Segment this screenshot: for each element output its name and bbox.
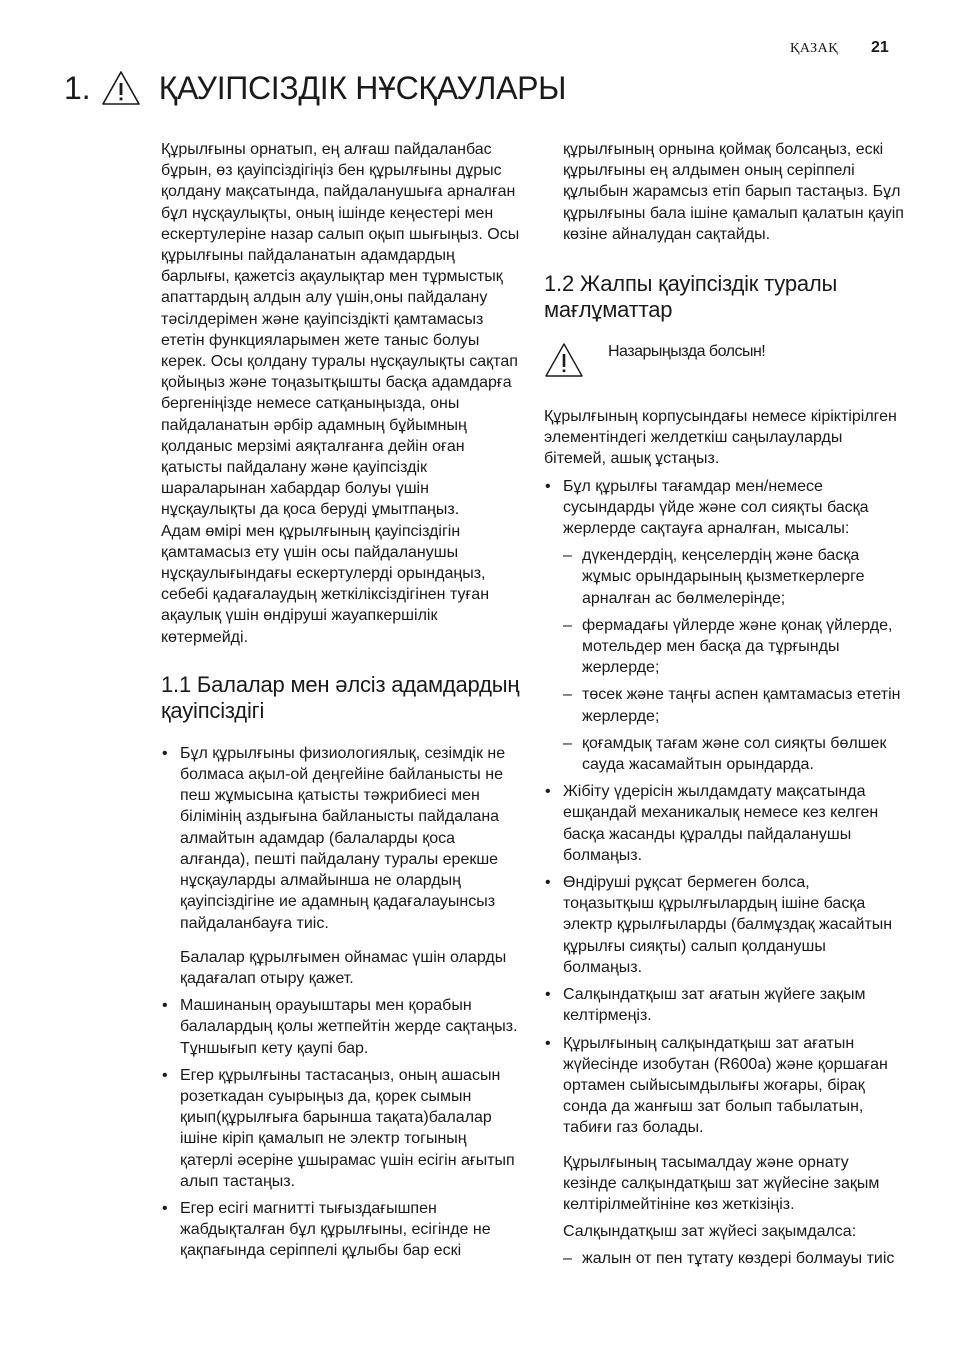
list-item — [161, 1065, 521, 1192]
title-number: 1. — [64, 70, 91, 106]
list-item — [544, 872, 904, 978]
warning-triangle-icon — [101, 70, 141, 106]
list-item-text: Өндіруші рұқсат бермеген болса, тоңазытқыш құрылғылардың ішіне басқа электр құрылғыларды (балмұздақ жасайтын құрылғы сияқты) салып қолданушы болмаңыз. — [563, 874, 893, 976]
list-item — [544, 476, 904, 776]
left-column — [161, 139, 521, 1268]
list-item-text: Жібіту үдерісін жылдамдату мақсатында ешқандай механикалық немесе кез келген басқа жасанды құралды пайдаланушы болмаңыз. — [563, 783, 879, 864]
dash-item: – қоғамдық тағам және сол сияқты бөлшек сауда жасамайтын орындарда. — [544, 733, 904, 775]
section-number: 1.2 — [544, 271, 574, 297]
dash-list — [544, 1248, 904, 1269]
list-item-text: Бұл құрылғыны физиологиялық, сезімдік не болмаса ақыл-ой деңгейіне байланысты не пеш жұмысына қатысты тәжрибиесі мен білімінің аздығына байланысты пайдалана алмайтын адамдар (балаларды қоса алғанда), пешті пайдалану туралы ерекше нұсқауларды алмайынша не олардың қауіпсіздігіне ие адамның қадағалауынсыз пайдаланбауға тиіс. — [180, 744, 506, 932]
intro-paragraph-2: Адам өмірі мен құрылғының қауіпсіздігін қамтамасыз ету үшін осы пайдаланушы нұсқаулығындағы ескертулерді орындаңыз, себебі қадағалаудың жеткіліксіздігінен туған ақаулық үшін өндіруші жауапкершілік көтермейді. — [161, 522, 490, 646]
dash-list — [544, 545, 904, 775]
list-item — [544, 781, 904, 866]
list-item — [161, 743, 521, 989]
intro-paragraph-1: Құрылғыны орнатып, ең алғаш пайдаланбас бұрын, өз қауіпсіздігіңіз бен құрылғыны дұрыс қолдану мақсатында, пайдаланушыға арналған бұл нұсқаулықты, оның ішінде кеңестері мен ескертулеріне назар салып оқып шығыңыз. Осы құрылғыны пайдаланатын адамдардың барлығы, қажетсіз ақаулықтар мен тұрмыстық апаттардың алдын алу үшін,оны пайдалану тәсілдерімен және қауіпсіздікті қамтамасыз ететін функцияларымен жете таныс болуы керек. Осы қолдану туралы нұсқаулықты сақтап қойыңыз және тоңазытқышты басқа адамдарға бергеніңізде немесе сатқаныңызда, оны пайдаланатын әрбір адамның бұйымның қолданыс мерзімі аяқталғанға дейін оған қатысты пайдалану және қауіпсіздік шараларынан хабардар болуы үшін нұсқаулықты да қоса беруді ұмытпаңыз. — [161, 141, 520, 519]
section-heading-1-2 — [544, 271, 904, 323]
right-column — [544, 139, 904, 1276]
list-item-note: Балалар құрылғымен ойнамас үшін оларды қадағалап отыру қажет. — [180, 948, 507, 987]
warning-triangle-icon — [544, 342, 584, 378]
section-number: 1.1 — [161, 671, 191, 697]
warning-label: Назарыңызда болсын! — [608, 343, 766, 361]
list-item-note: Салқындатқыш зат жүйесі зақымдалса: — [563, 1223, 857, 1241]
dash-item: – дүкендердің, кеңселердің және басқа жұмыс орындарының қызметкерлерге арналған ас бөлмелерінде; — [544, 545, 904, 609]
title-text: ҚАУІПСІЗДІК НҰСҚАУЛАРЫ — [158, 70, 567, 106]
continued-paragraph: құрылғының орнына қоймақ болсаңыз, ескі құрылғыны ең алдымен оның серіппелі құлыбын жарамсыз етіп барып тастаңыз. Бұл құрылғыны бала ішіне қамалып қалатын қауіп көзіне айналудан сақтайды. — [563, 141, 904, 243]
list-item-text: Машинаның орауыштары мен қорабын балалардың қолы жетпейтін жерде сақтаңыз. Тұншығып кету қаупі бар. — [180, 997, 518, 1057]
page-number: 21 — [871, 39, 889, 56]
list-item-text: Салқындатқыш зат ағатын жүйеге зақым келтірмеңіз. — [563, 986, 866, 1025]
page-title — [64, 68, 566, 108]
bullet-list — [161, 743, 521, 1262]
warning-note — [544, 342, 904, 378]
list-item — [161, 995, 521, 1059]
dash-item: – фермадағы үйлерде және қонақ үйлерде, мотельдер мен басқа да тұрғынды жерлерде; — [544, 615, 904, 679]
list-item-text: Бұл құрылғы тағамдар мен/немесе сусындарды үйде және сол сияқты басқа жерлерде сақтауға арналған, мысалы: — [563, 477, 869, 538]
bullet-list — [544, 476, 904, 1270]
list-item-note: Құрылғының тасымалдау және орнату кезінде салқындатқыш зат жүйесіне зақым келтірілмейтініне көз жеткізіңіз. — [563, 1153, 880, 1213]
list-item — [544, 984, 904, 1026]
dash-item: – жалын от пен тұтату көздері болмауы тиіс — [544, 1248, 904, 1269]
section-title: Жалпы қауіпсіздік туралы мағлұматтар — [544, 271, 838, 323]
list-item-text: Егер есігі магнитті тығыздағышпен жабдықталған бұл құрылғыны, есігінде не қақпағында серіппелі құлыбы бар ескі — [180, 1199, 491, 1260]
list-item — [544, 1033, 904, 1270]
list-item-text: Егер құрылғыны тастасаңыз, оның ашасын розеткадан суырыңыз да, қорек сымын қиып(құрылғыға барынша тақата)балалар ішіне кіріп қамалып не электр тогының қатерлі әсеріне ұшырамас үшін есігін ағытып алып тастаңыз. — [180, 1066, 515, 1190]
section-intro: Құрылғының корпусындағы немесе кіріктірілген элементіндегі желдеткіш саңылауларды бітемей, ашық ұстаңыз. — [544, 408, 897, 468]
dash-item: – төсек және таңғы аспен қамтамасыз ететін жерлерде; — [544, 684, 904, 726]
section-title: Балалар мен әлсіз адамдардың қауіпсіздігі — [161, 671, 520, 723]
header-language: ҚАЗАҚ — [790, 41, 839, 56]
list-item — [161, 1198, 521, 1262]
list-item-text: Құрылғының салқындатқыш зат ағатын жүйесінде изобутан (R600a) және қоршаған ортамен сыйысымдылығы жоғары, бірақ сонда да жанғыш зат болып табылатын, табиғи газ болады. — [563, 1034, 888, 1137]
section-heading-1-1 — [161, 672, 521, 724]
